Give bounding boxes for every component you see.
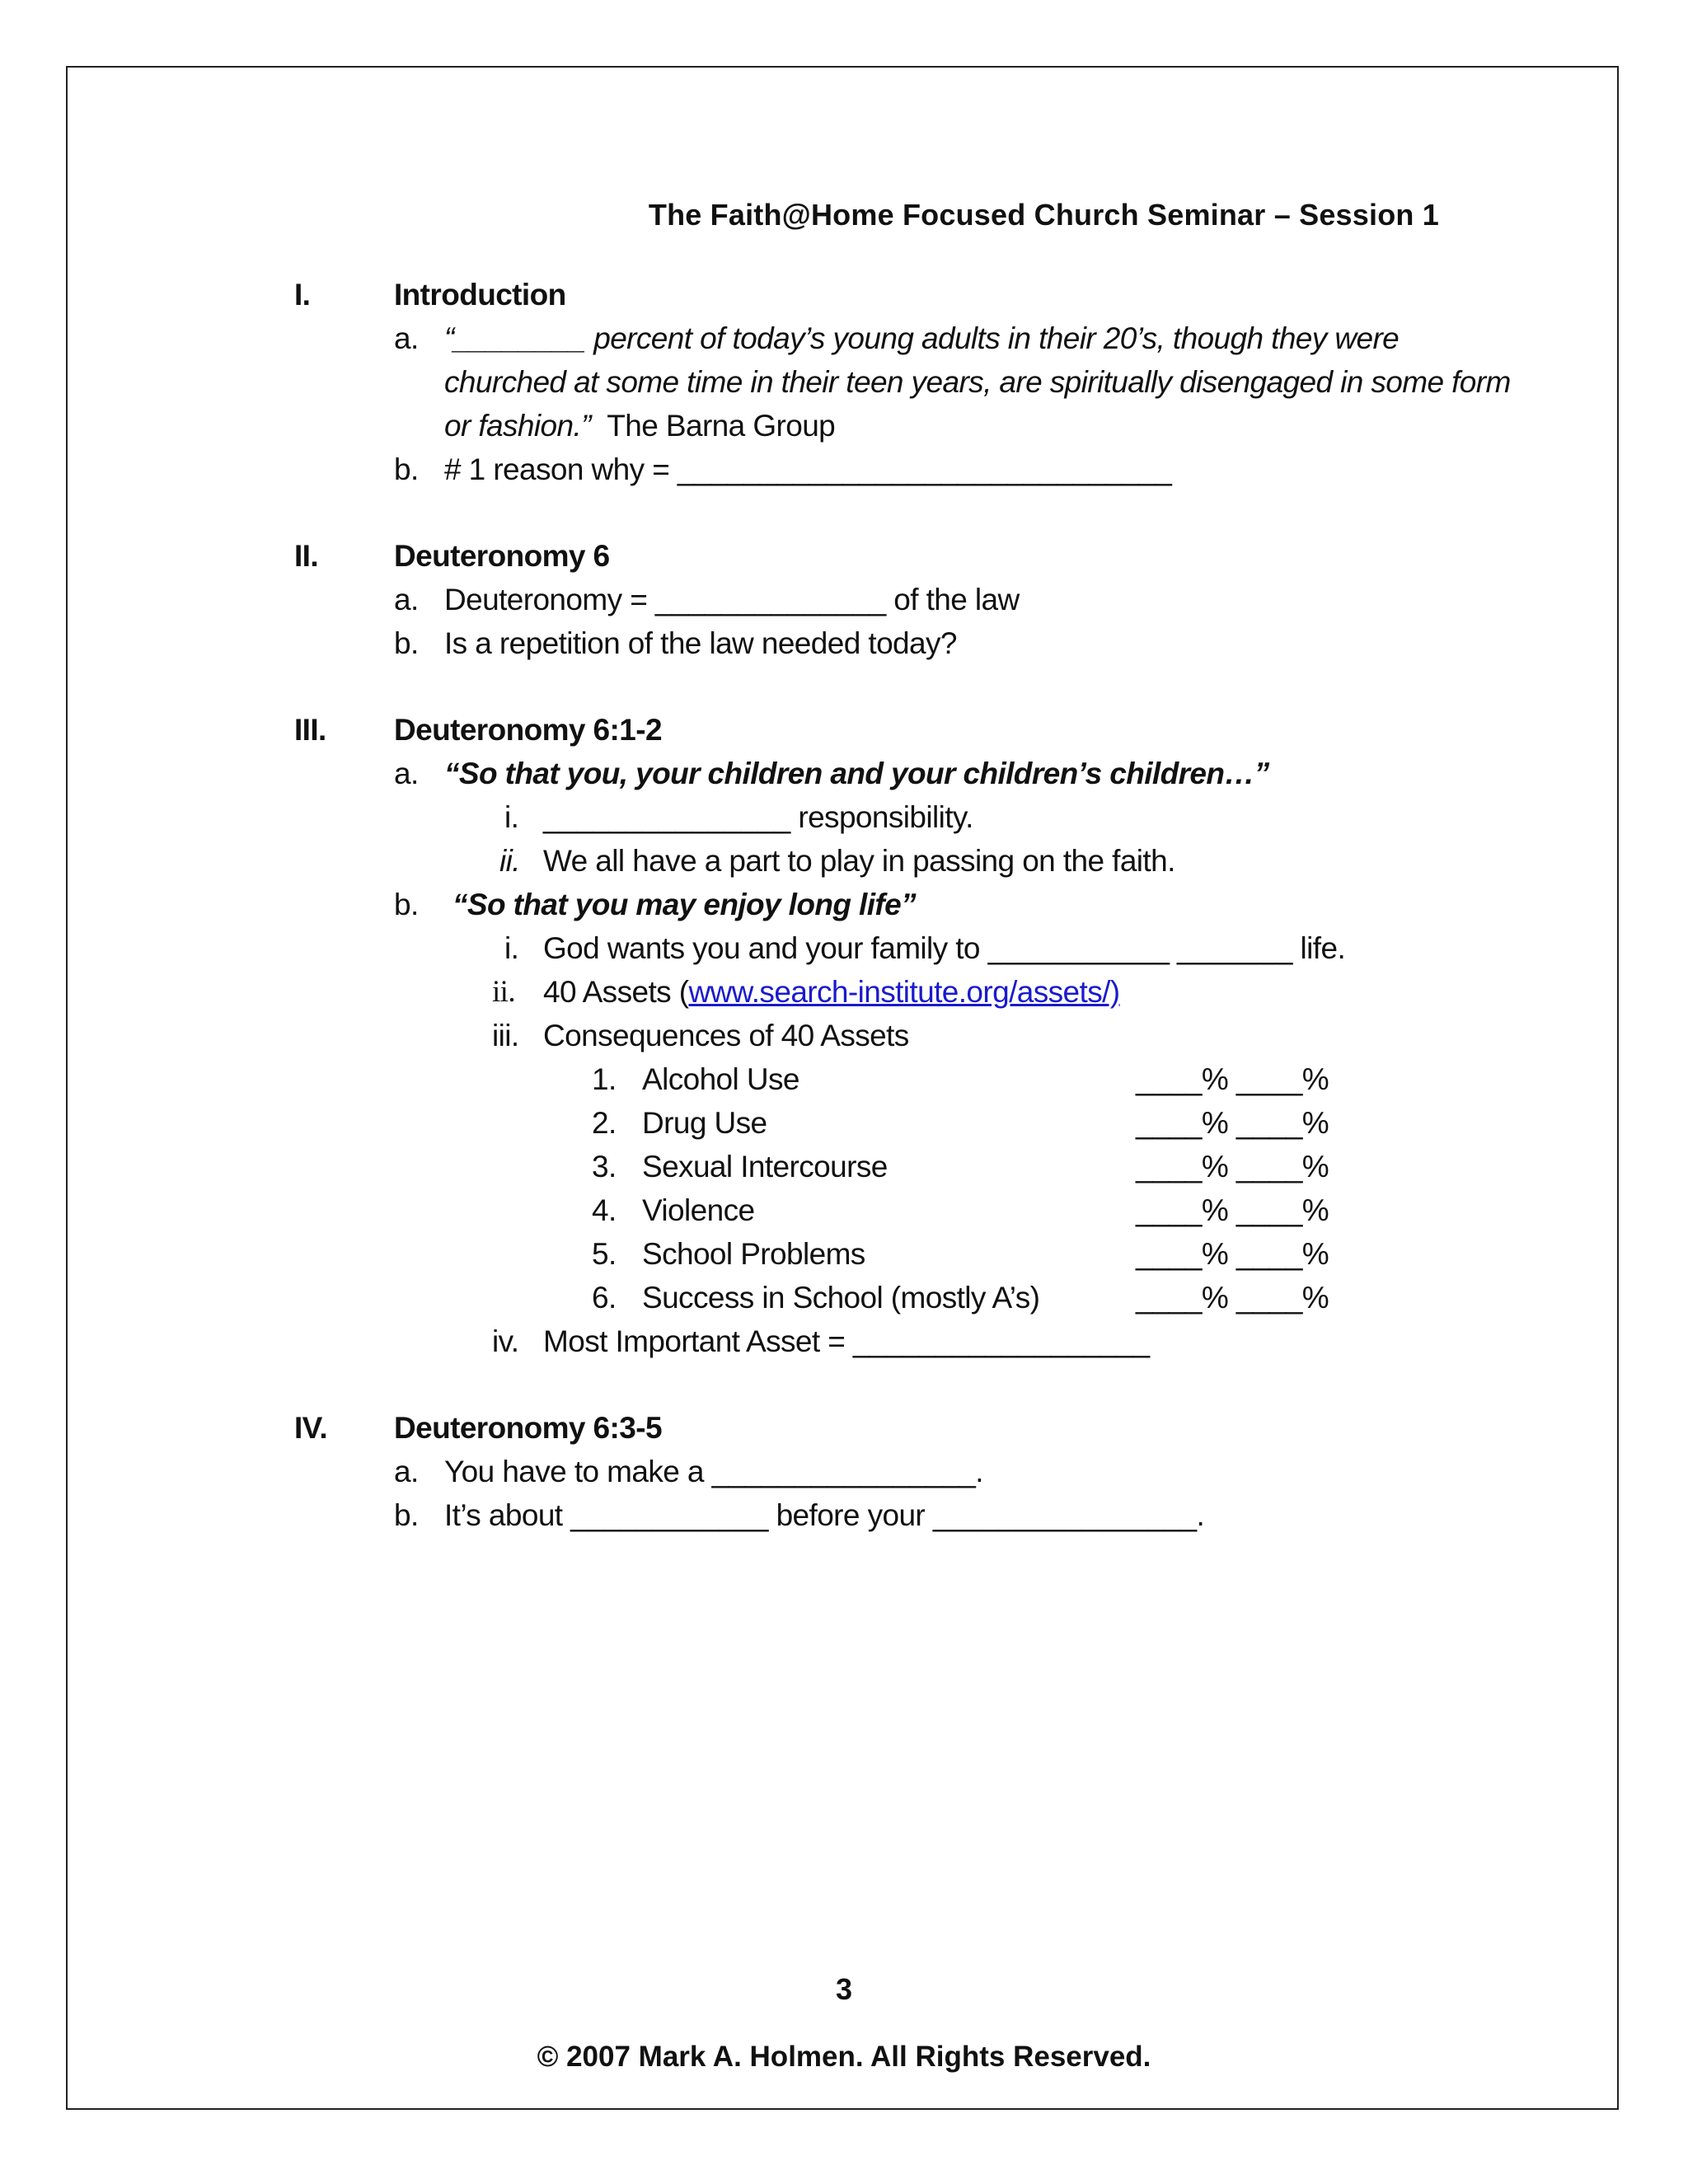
assets-link[interactable]: www.search-institute.org/assets/): [688, 975, 1120, 1009]
list-item-number: 6.: [592, 1281, 617, 1315]
list-item-label: Violence: [642, 1193, 755, 1227]
statement-line: We all have a part to play in passing on the faith.: [543, 844, 1175, 878]
subitem-marker: iv.: [492, 1324, 519, 1358]
section-heading: Deuteronomy 6:3-5: [394, 1411, 662, 1445]
fill-in-line: You have to make a ________________.: [444, 1455, 983, 1488]
list-item-label: School Problems: [642, 1237, 865, 1271]
item-marker: a.: [394, 757, 419, 790]
item-marker: a.: [394, 321, 419, 355]
subitem-marker: ii.: [499, 844, 520, 878]
list-item-label: Success in School (mostly A’s): [642, 1281, 1040, 1315]
item-marker: b.: [394, 452, 419, 486]
quote-line: churched at some time in their teen years, are spiritually disengaged in some form: [444, 365, 1511, 399]
fill-in-line: # 1 reason why = ______________________________: [444, 452, 1172, 486]
list-item-label: Drug Use: [642, 1106, 767, 1140]
list-item-number: 3.: [592, 1150, 617, 1183]
percent-blanks: ____% ____%: [1136, 1237, 1329, 1271]
section-heading: Deuteronomy 6:1-2: [394, 713, 662, 747]
item-marker: b.: [394, 1498, 419, 1532]
page-number: 3: [835, 1972, 853, 2006]
assets-line: [543, 970, 1120, 1014]
list-item-number: 5.: [592, 1237, 617, 1271]
quote-line: [444, 404, 835, 448]
subitem-text: Consequences of 40 Assets: [543, 1019, 909, 1052]
subitem-marker: i.: [504, 800, 519, 834]
subitem-marker: iii.: [492, 1019, 519, 1052]
percent-blanks: ____% ____%: [1136, 1106, 1329, 1140]
percent-blanks: ____% ____%: [1136, 1150, 1329, 1183]
section-heading: Introduction: [394, 278, 566, 312]
percent-blanks: ____% ____%: [1136, 1281, 1329, 1315]
quote-source: The Barna Group: [607, 409, 836, 443]
quote-line: “________ percent of today’s young adults in their 20’s, though they were: [444, 321, 1400, 355]
fill-in-line: It’s about ____________ before your ________________.: [444, 1498, 1205, 1532]
question-line: Is a repetition of the law needed today?: [444, 626, 957, 660]
percent-blanks: ____% ____%: [1136, 1193, 1329, 1227]
subitem-marker: ii.: [492, 975, 516, 1009]
list-item-number: 1.: [592, 1062, 617, 1096]
list-item-label: Sexual Intercourse: [642, 1150, 888, 1183]
section-numeral: I.: [294, 278, 311, 312]
item-marker: b.: [394, 888, 419, 921]
section-numeral: IV.: [294, 1411, 328, 1445]
section-numeral: II.: [294, 539, 319, 573]
scripture-quote: “So that you, your children and your children’s children…”: [444, 757, 1269, 790]
fill-in-line: God wants you and your family to ___________ _______ life.: [543, 931, 1346, 965]
item-marker: a.: [394, 1455, 419, 1488]
percent-blanks: ____% ____%: [1136, 1062, 1329, 1096]
quote-end: or fashion.”: [444, 409, 591, 443]
list-item-label: Alcohol Use: [642, 1062, 799, 1096]
list-item-number: 2.: [592, 1106, 617, 1140]
item-marker: b.: [394, 626, 419, 660]
document-header: The Faith@Home Focused Church Seminar – Session 1: [648, 198, 1439, 232]
section-numeral: III.: [294, 713, 326, 747]
subitem-marker: i.: [504, 931, 519, 965]
section-heading: Deuteronomy 6: [394, 539, 610, 573]
fill-in-line: Most Important Asset = __________________: [543, 1324, 1150, 1358]
fill-in-line: _______________ responsibility.: [543, 800, 973, 834]
assets-label: 40 Assets (: [543, 975, 689, 1009]
list-item-number: 4.: [592, 1193, 617, 1227]
copyright-notice: © 2007 Mark A. Holmen. All Rights Reserved.: [537, 2041, 1151, 2073]
item-marker: a.: [394, 583, 419, 616]
scripture-quote: “So that you may enjoy long life”: [452, 888, 916, 921]
fill-in-line: Deuteronomy = ______________ of the law: [444, 583, 1020, 616]
